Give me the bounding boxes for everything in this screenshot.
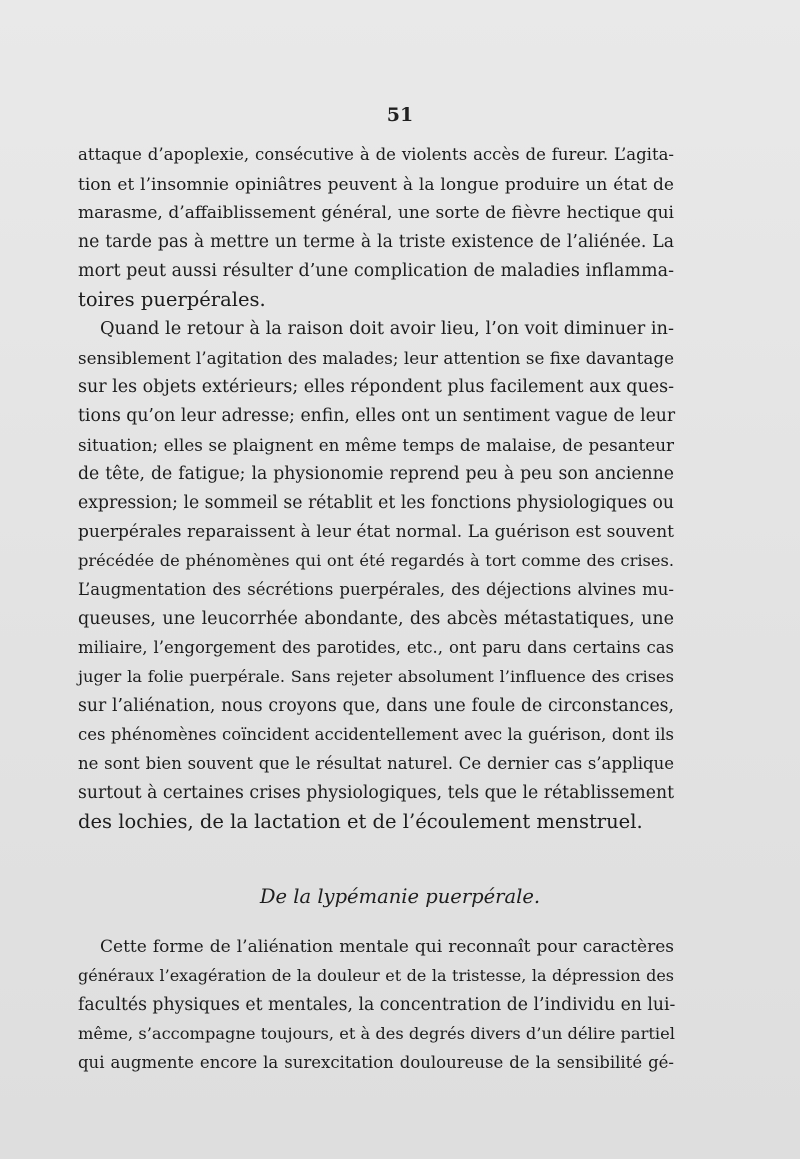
text-line: marasme, d’affaiblissement général, une sorte de fièvre hectique qui	[78, 203, 674, 223]
text-line: tions qu’on leur adresse; enfin, elles ont un sentiment vague de leur	[78, 406, 676, 426]
text-line: L’augmentation des sécrétions puerpérales, des déjections alvines mu-	[78, 580, 674, 599]
text-line: Quand le retour à la raison doit avoir lieu, l’on voit diminuer in-	[100, 319, 674, 339]
text-line: ne tarde pas à mettre un terme à la triste existence de l’aliénée. La	[78, 232, 674, 252]
text-line: expression; le sommeil se rétablit et les fonctions physiologiques ou	[78, 493, 674, 513]
text-line: sur l’aliénation, nous croyons que, dans une foule de circonstances,	[78, 696, 674, 716]
text-line: facultés physiques et mentales, la concentration de l’individu en lui-	[78, 995, 676, 1015]
text-line: queuses, une leucorrhée abondante, des abcès métastatiques, une	[78, 609, 674, 629]
text-line: juger la folie puerpérale. Sans rejeter absolument l’influence des crises	[78, 667, 674, 686]
text-line: sur les objets extérieurs; elles répondent plus facilement aux ques-	[78, 377, 674, 397]
text-line: ne sont bien souvent que le résultat naturel. Ce dernier cas s’applique	[78, 754, 674, 773]
text-line: ces phénomènes coïncident accidentellement avec la guérison, dont ils	[78, 725, 674, 744]
text-line: puerpérales reparaissent à leur état normal. La guérison est souvent	[78, 522, 674, 542]
section-heading: De la lypémanie puerpérale.	[259, 885, 541, 908]
text-line: de tête, de fatigue; la physionomie reprend peu à peu son ancienne	[78, 464, 674, 484]
text-line: situation; elles se plaignent en même temps de malaise, de pesanteur	[78, 435, 674, 455]
text-line: toires puerpérales.	[78, 288, 266, 311]
text-line: attaque d’apoplexie, consécutive à de violents accès de fureur. L’agita-	[78, 145, 674, 164]
text-line: généraux l’exagération de la douleur et de la tristesse, la dépression des	[78, 966, 674, 985]
page-number: 51	[386, 104, 414, 126]
text-line: des lochies, de la lactation et de l’écoulement menstruel.	[78, 810, 643, 833]
text-line: miliaire, l’engorgement des parotides, etc., ont paru dans certains cas	[78, 638, 674, 657]
text-line: Cette forme de l’aliénation mentale qui reconnaît pour caractères	[100, 937, 674, 957]
text-line: tion et l’insomnie opiniâtres peuvent à la longue produire un état de	[78, 175, 674, 195]
text-line: même, s’accompagne toujours, et à des degrés divers d’un délire partiel	[78, 1024, 675, 1043]
text-line: qui augmente encore la surexcitation douloureuse de la sensibilité gé-	[78, 1053, 674, 1072]
text-line: précédée de phénomènes qui ont été regardés à tort comme des crises.	[78, 551, 674, 570]
text-line: surtout à certaines crises physiologiques, tels que le rétablissement	[78, 783, 674, 803]
text-line: mort peut aussi résulter d’une complication de maladies inflamma-	[78, 261, 674, 281]
text-line: sensiblement l’agitation des malades; leur attention se fixe davantage	[78, 348, 674, 368]
